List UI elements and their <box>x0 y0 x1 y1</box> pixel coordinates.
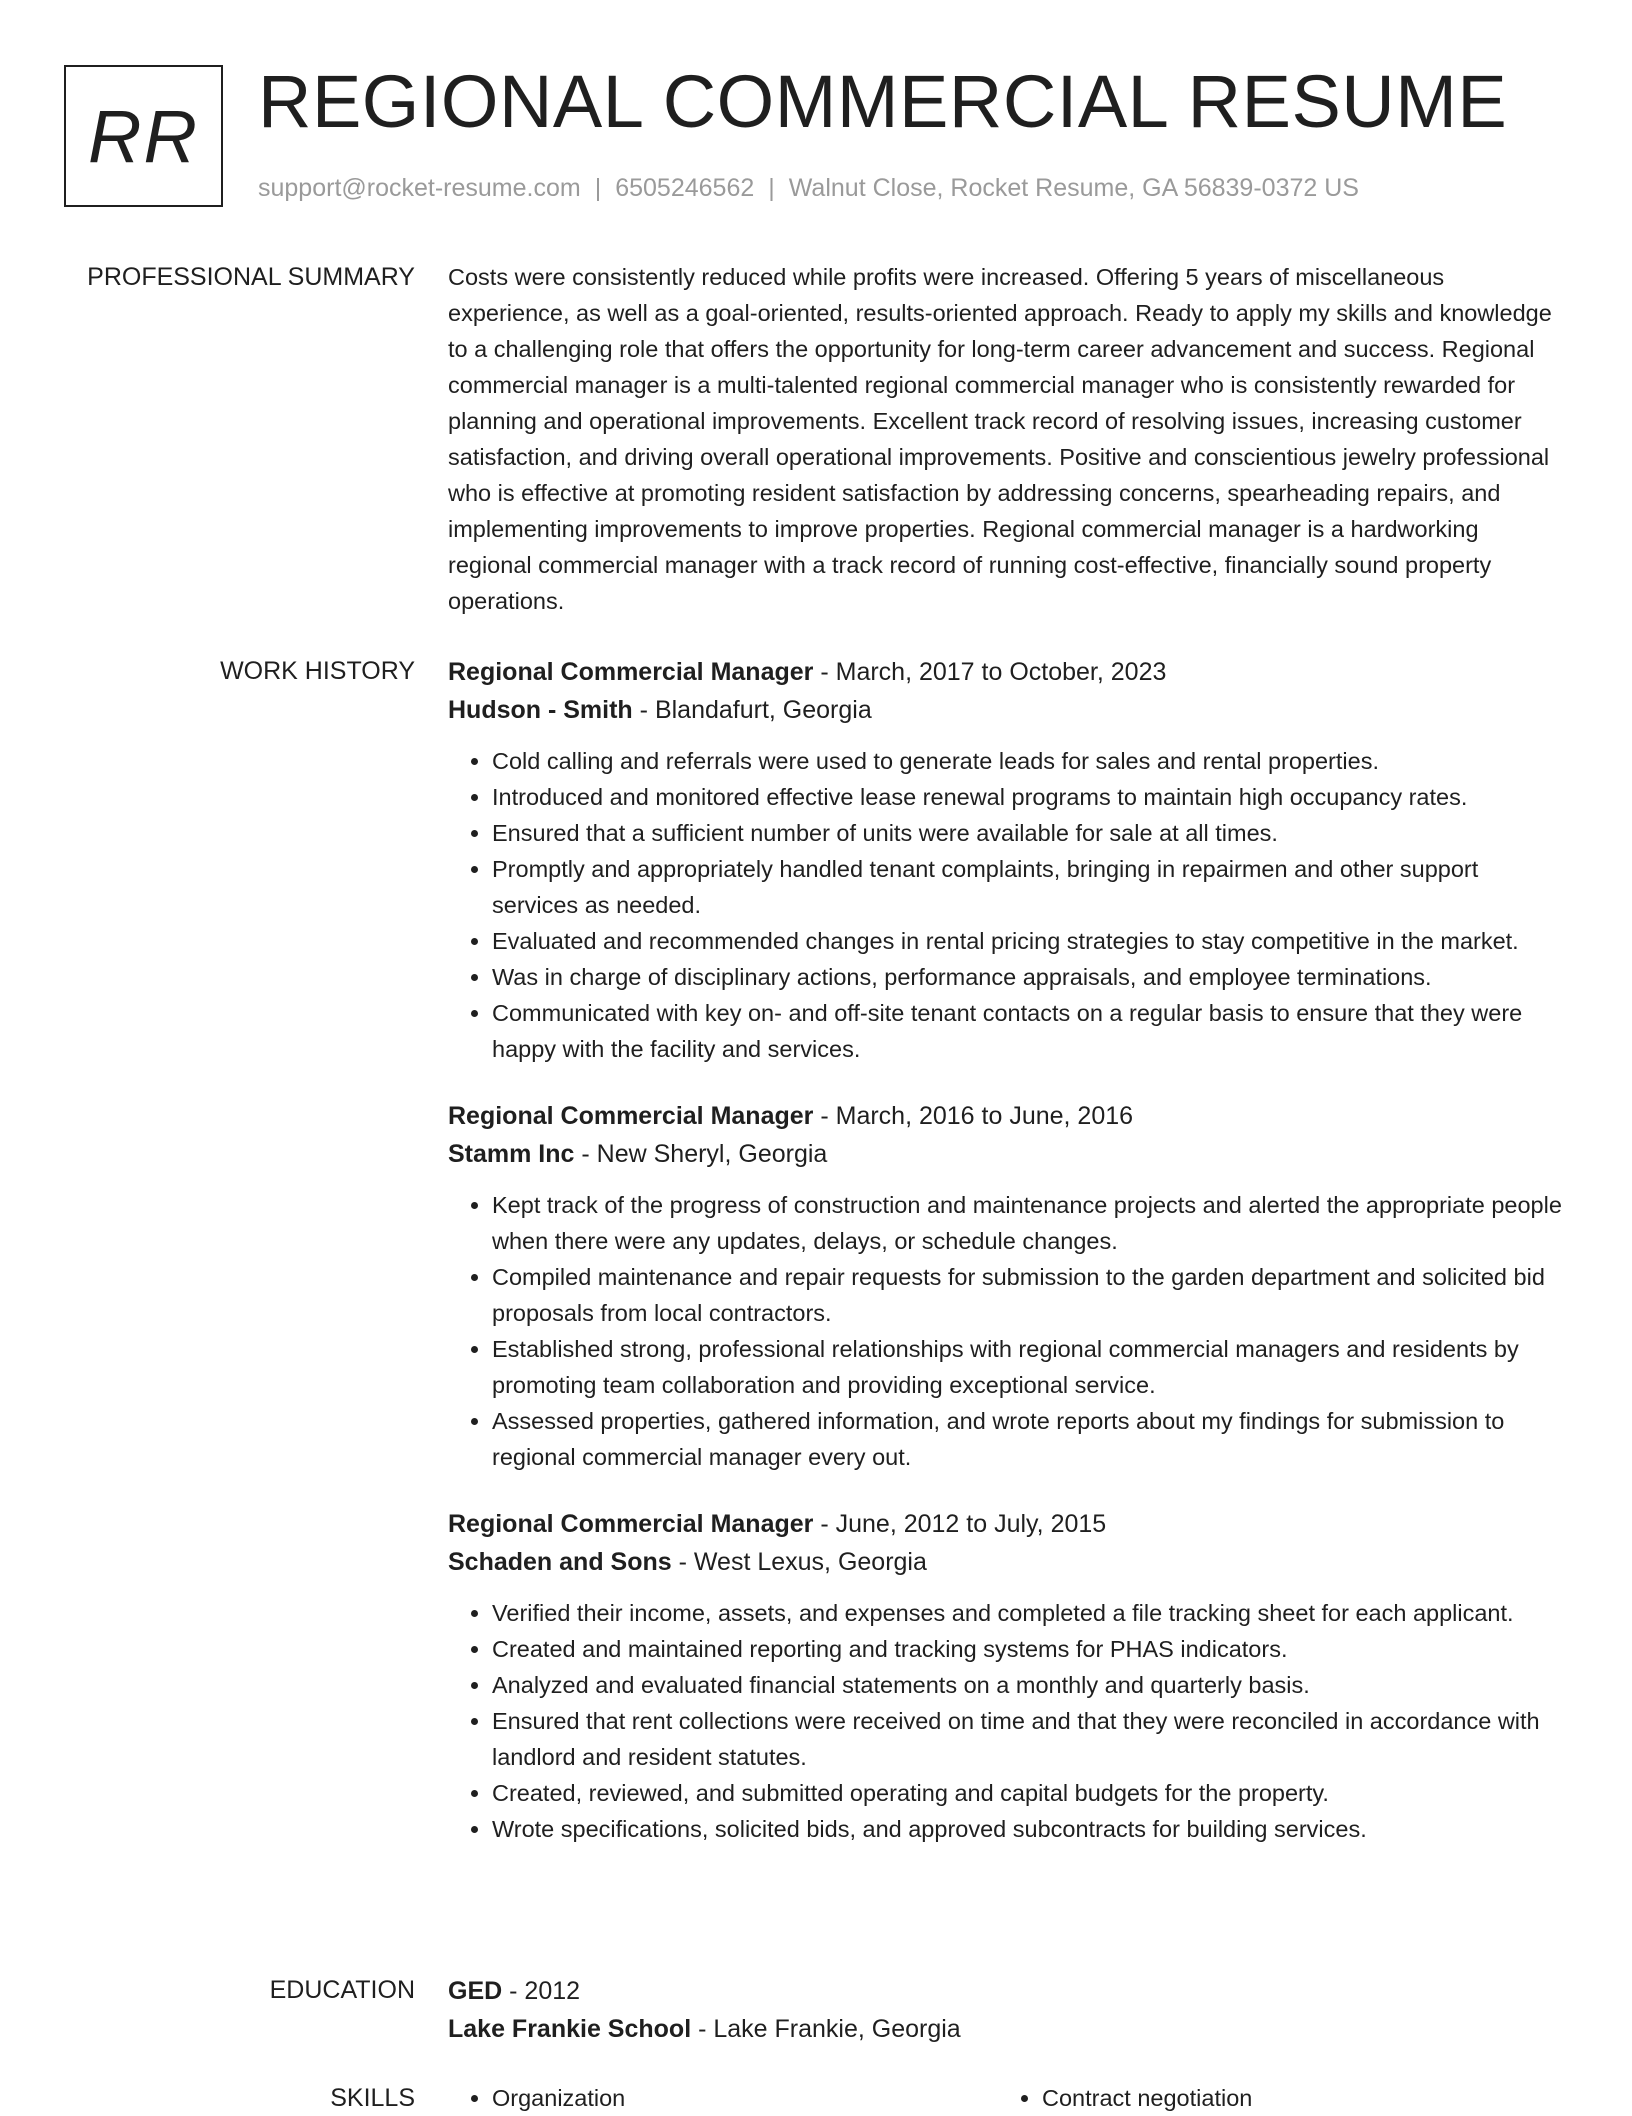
section-label-work: WORK HISTORY <box>220 657 415 685</box>
job-bullets <box>448 1595 1563 1847</box>
skill-item: • Organization <box>492 2080 998 2116</box>
summary-text: Costs were consistently reduced while profits were increased. Offering 5 years of miscellaneous experience, as well as a goal-oriented, results-oriented approach. Ready to apply my skills and knowledge to a challenging role that offers the opportunity for long-term career advancement and success. Regional commercial manager is a multi-talented regional commercial manager who is consistently rewarded for planning and operational improvements. Excellent track record of resolving issues, increasing customer satisfaction, and driving overall operational improvements. Positive and conscientious jewelry professional who is effective at promoting resident satisfaction by addressing concerns, spearheading repairs, and implementing improvements to improve properties. Regional commercial manager is a hardworking regional commercial manager with a track record of running cost-effective, financially sound property operations. <box>448 264 1552 614</box>
job-entry <box>448 1505 1563 1847</box>
contact-line <box>258 174 1359 203</box>
job-bullet: • Introduced and monitored effective lease renewal programs to maintain high occupancy rates. <box>492 779 1563 815</box>
job-bullet: • Promptly and appropriately handled tenant complaints, bringing in repairmen and other support services as needed. <box>492 851 1563 923</box>
job-bullet: • Established strong, professional relationships with regional commercial managers and residents by promoting team collaboration and providing exceptional service. <box>492 1331 1563 1403</box>
job-location: - Blandafurt, Georgia <box>639 696 872 724</box>
skills-column-left <box>448 2080 998 2116</box>
education-degree-line <box>448 1972 1563 2010</box>
work-body <box>448 653 1563 1877</box>
job-bullet: • Created and maintained reporting and tracking systems for PHAS indicators. <box>492 1631 1563 1667</box>
job-entry <box>448 653 1563 1067</box>
job-bullet: • Assessed properties, gathered information, and wrote reports about my findings for submission to regional commercial manager every out. <box>492 1403 1563 1475</box>
job-bullet: • Wrote specifications, solicited bids, and approved subcontracts for building services. <box>492 1811 1563 1847</box>
job-company: Schaden and Sons <box>448 1548 672 1576</box>
job-bullet: • Cold calling and referrals were used to generate leads for sales and rental properties. <box>492 743 1563 779</box>
contact-phone[interactable]: 6505246562 <box>615 174 755 202</box>
education-body <box>448 1972 1563 2048</box>
job-title-line <box>448 1505 1563 1543</box>
job-dates: - March, 2017 to October, 2023 <box>820 658 1167 686</box>
education-school: Lake Frankie School <box>448 2015 692 2043</box>
contact-address: Walnut Close, Rocket Resume, GA 56839-0372 US <box>788 174 1359 202</box>
skills-grid <box>448 2080 1563 2116</box>
resume-name: REGIONAL COMMERCIAL RESUME <box>258 60 1508 143</box>
job-bullet: • Analyzed and evaluated financial statements on a monthly and quarterly basis. <box>492 1667 1563 1703</box>
monogram-initials: RR <box>64 65 223 207</box>
education-degree: GED <box>448 1977 503 2005</box>
contact-email[interactable]: support@rocket-resume.com <box>258 174 581 202</box>
section-label-skills: SKILLS <box>330 2084 415 2112</box>
summary-body <box>448 259 1563 619</box>
job-bullet: • Compiled maintenance and repair requests for submission to the garden department and solicited bid proposals from local contractors. <box>492 1259 1563 1331</box>
job-entry <box>448 1097 1563 1475</box>
skill-item: • Contract negotiation <box>1042 2080 1548 2116</box>
job-title: Regional Commercial Manager <box>448 658 814 686</box>
education-location: - Lake Frankie, Georgia <box>698 2015 961 2043</box>
skills-body <box>448 2080 1563 2116</box>
skills-column-right <box>998 2080 1548 2116</box>
contact-separator: | <box>594 174 602 202</box>
job-bullet: • Kept track of the progress of construction and maintenance projects and alerted the appropriate people when there were any updates, delays, or schedule changes. <box>492 1187 1563 1259</box>
education-year: - 2012 <box>509 1977 581 2005</box>
job-title-line <box>448 1097 1563 1135</box>
job-title: Regional Commercial Manager <box>448 1102 814 1130</box>
contact-separator: | <box>768 174 775 202</box>
job-company-line <box>448 1135 1563 1173</box>
job-company-line <box>448 1543 1563 1581</box>
section-label-education: EDUCATION <box>269 1976 415 2004</box>
job-company: Hudson - Smith <box>448 696 633 724</box>
job-bullets <box>448 1187 1563 1475</box>
job-bullet: • Created, reviewed, and submitted operating and capital budgets for the property. <box>492 1775 1563 1811</box>
job-title-line <box>448 653 1563 691</box>
section-label-summary: PROFESSIONAL SUMMARY <box>87 263 415 291</box>
job-bullet: • Was in charge of disciplinary actions, performance appraisals, and employee terminations. <box>492 959 1563 995</box>
job-bullets <box>448 743 1563 1067</box>
job-bullet: • Ensured that a sufficient number of units were available for sale at all times. <box>492 815 1563 851</box>
job-bullet: • Evaluated and recommended changes in rental pricing strategies to stay competitive in the market. <box>492 923 1563 959</box>
job-company-line <box>448 691 1563 729</box>
job-bullet: • Verified their income, assets, and expenses and completed a file tracking sheet for each applicant. <box>492 1595 1563 1631</box>
job-location: - New Sheryl, Georgia <box>581 1140 828 1168</box>
job-location: - West Lexus, Georgia <box>678 1548 927 1576</box>
job-bullet: • Communicated with key on- and off-site tenant contacts on a regular basis to ensure that they were happy with the facility and services. <box>492 995 1563 1067</box>
education-school-line <box>448 2010 1563 2048</box>
job-title: Regional Commercial Manager <box>448 1510 814 1538</box>
job-company: Stamm Inc <box>448 1140 575 1168</box>
job-dates: - June, 2012 to July, 2015 <box>820 1510 1107 1538</box>
job-bullet: • Ensured that rent collections were received on time and that they were reconciled in accordance with landlord and resident statutes. <box>492 1703 1563 1775</box>
job-dates: - March, 2016 to June, 2016 <box>820 1102 1134 1130</box>
